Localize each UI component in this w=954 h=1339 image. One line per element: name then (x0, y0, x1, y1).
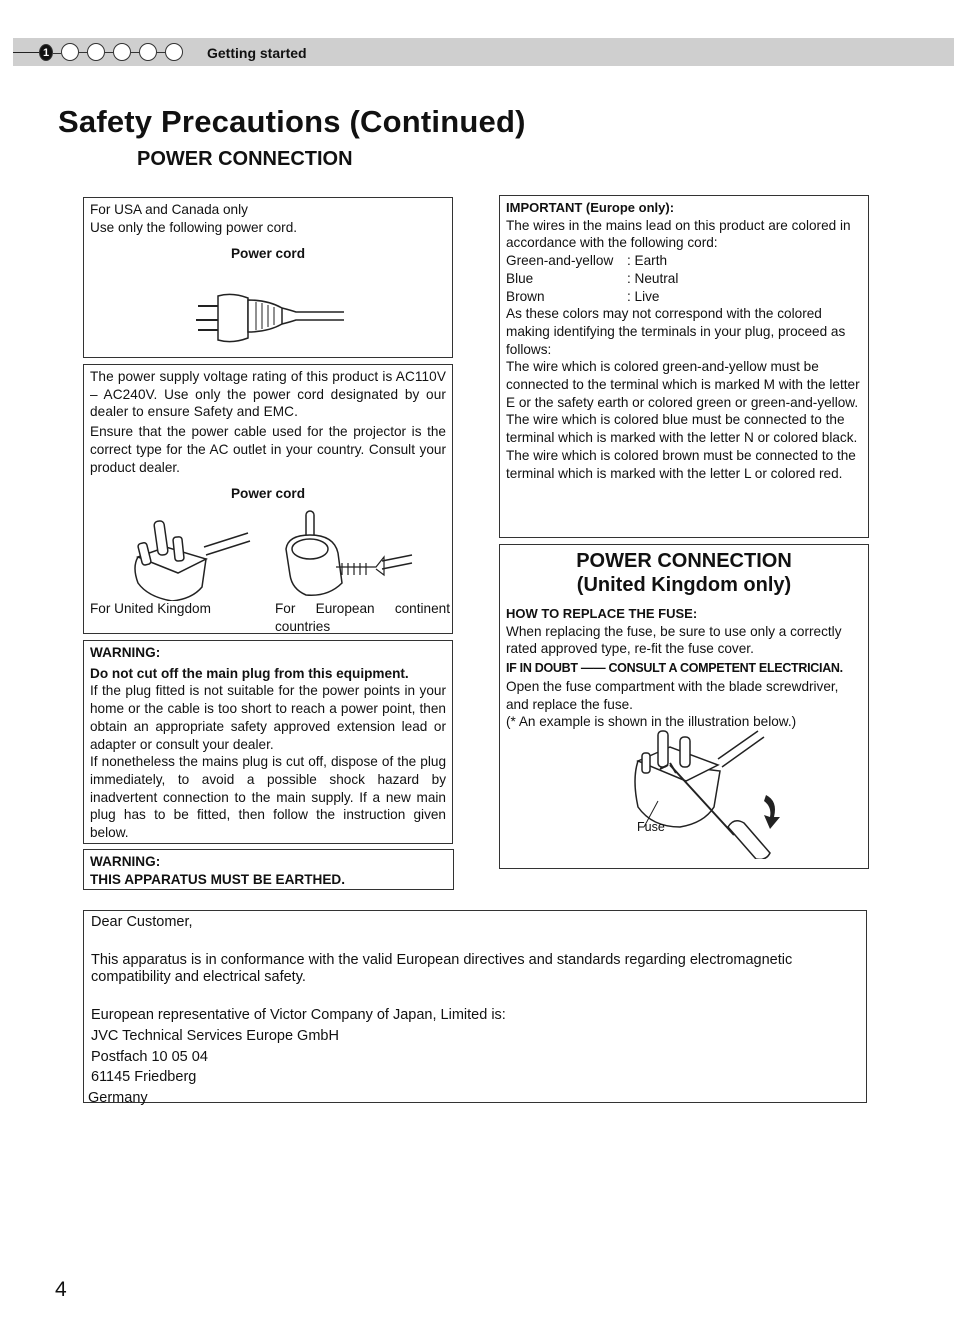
us-plug-illustration (190, 286, 350, 346)
usa-line2: Use only the following power cord. (90, 219, 298, 235)
warning2-text: THIS APPARATUS MUST BE EARTHED. (90, 871, 346, 887)
uk-plug-illustration (118, 513, 253, 601)
uk-title: POWER CONNECTION (United Kingdom only) (576, 550, 792, 596)
warning1-heading: WARNING: (90, 645, 161, 660)
usa-line1: For USA and Canada only (90, 202, 248, 217)
warning1-para2: If nonetheless the mains plug is cut off, dispose of the plug immediately, to avoid a possible shock hazard by inadvertent connection to the main supply. If a new main plug has to be fitted, then follow the instruction given below. (90, 754, 446, 841)
address-line: Postfach 10 05 04 (91, 1048, 208, 1065)
page-number: 4 (55, 1278, 67, 1301)
europe-para3: The wire which is colored blue must be connected to the terminal which is marked with the letter N or colored black. (506, 412, 858, 446)
fuse-para2: Open the fuse compartment with the blade screwdriver, and replace the fuse. (506, 678, 839, 712)
warning-earthed-box (83, 849, 454, 890)
warning1-bold-line: Do not cut off the main plug from this equipment. (90, 665, 409, 681)
color-row-earth: Green-and-yellow : Earth (506, 253, 668, 269)
address-line: Germany (88, 1089, 148, 1106)
caption-eu: For European continent countries (275, 601, 450, 634)
europe-heading: IMPORTANT (Europe only): (506, 200, 675, 215)
usa-cord-label: Power cord (230, 246, 306, 262)
warning2-heading: WARNING: (90, 854, 161, 869)
caption-uk: For United Kingdom (90, 601, 211, 616)
page-subtitle: POWER CONNECTION (137, 148, 353, 170)
customer-greeting: Dear Customer, (91, 914, 193, 930)
voltage-box (83, 364, 453, 634)
color-row-neutral: Blue : Neutral (506, 270, 679, 286)
customer-rep-intro: European representative of Victor Company of Japan, Limited is: (91, 1007, 506, 1024)
europe-intro: The wires in the mains lead on this product are colored in accordance with the following cord: (506, 217, 851, 251)
eu-plug-illustration (276, 509, 416, 601)
color-row-live: Brown : Live (506, 288, 660, 304)
page-title: Safety Precautions (Continued) (58, 104, 526, 139)
step-indicator-active: 1 (39, 44, 53, 61)
step-indicator (165, 43, 183, 61)
section-name: Getting started (207, 45, 307, 61)
europe-para1: As these colors may not correspond with the colored making identifying the terminals in your plug, proceed as follows: (506, 306, 846, 357)
europe-para4: The wire which is colored brown must be connected to the terminal which is marked with the letter L or colored red. (506, 447, 856, 481)
voltage-para1: The power supply voltage rating of this product is AC110V – AC240V. Use only the power cord designated by our dealer to ensure Safety and EMC. (90, 369, 446, 420)
fuse-para3: (* An example is shown in the illustration below.) (506, 714, 797, 730)
fuse-heading: HOW TO REPLACE THE FUSE: (506, 606, 698, 621)
address-line: 61145 Friedberg (91, 1069, 197, 1086)
chapter-steps (39, 43, 191, 61)
header-line (13, 52, 39, 53)
fuse-doubt: IF IN DOUBT —— CONSULT A COMPETENT ELECTRICIAN. (506, 661, 843, 676)
voltage-cord-label: Power cord (230, 486, 306, 502)
warning-plug-box (83, 640, 453, 844)
step-indicator (87, 43, 105, 61)
step-indicator (61, 43, 79, 61)
europe-para2: The wire which is colored green-and-yellow must be connected to the terminal which is marked M with the letter E or the safety earth or colored green or green-and-yellow. (506, 359, 860, 410)
fuse-para1: When replacing the fuse, be sure to use only a correctly rated approved type, re-fit the fuse cover. (506, 623, 842, 657)
voltage-para2: Ensure that the power cable used for the projector is the correct type for the AC outlet in your country. Consult your product dealer. (90, 424, 446, 475)
step-indicator (139, 43, 157, 61)
customer-para1: This apparatus is in conformance with the valid European directives and standards regarding electromagnetic compatibility and electrical safety. (91, 951, 793, 986)
warning1-para1: If the plug fitted is not suitable for the power points in your home or the cable is too short to reach a power point, then obtain an appropriate safety approved extension lead or adapter or consult your dealer. (90, 683, 446, 752)
fuse-replace-illustration (630, 729, 790, 859)
uk-fuse-box (499, 544, 869, 869)
step-indicator (113, 43, 131, 61)
address-line: JVC Technical Services Europe GmbH (91, 1027, 339, 1044)
europe-wiring-box (499, 195, 869, 538)
customer-notice-box (83, 910, 867, 1106)
usa-power-cord-box (83, 197, 453, 358)
fuse-label: Fuse (637, 820, 665, 834)
